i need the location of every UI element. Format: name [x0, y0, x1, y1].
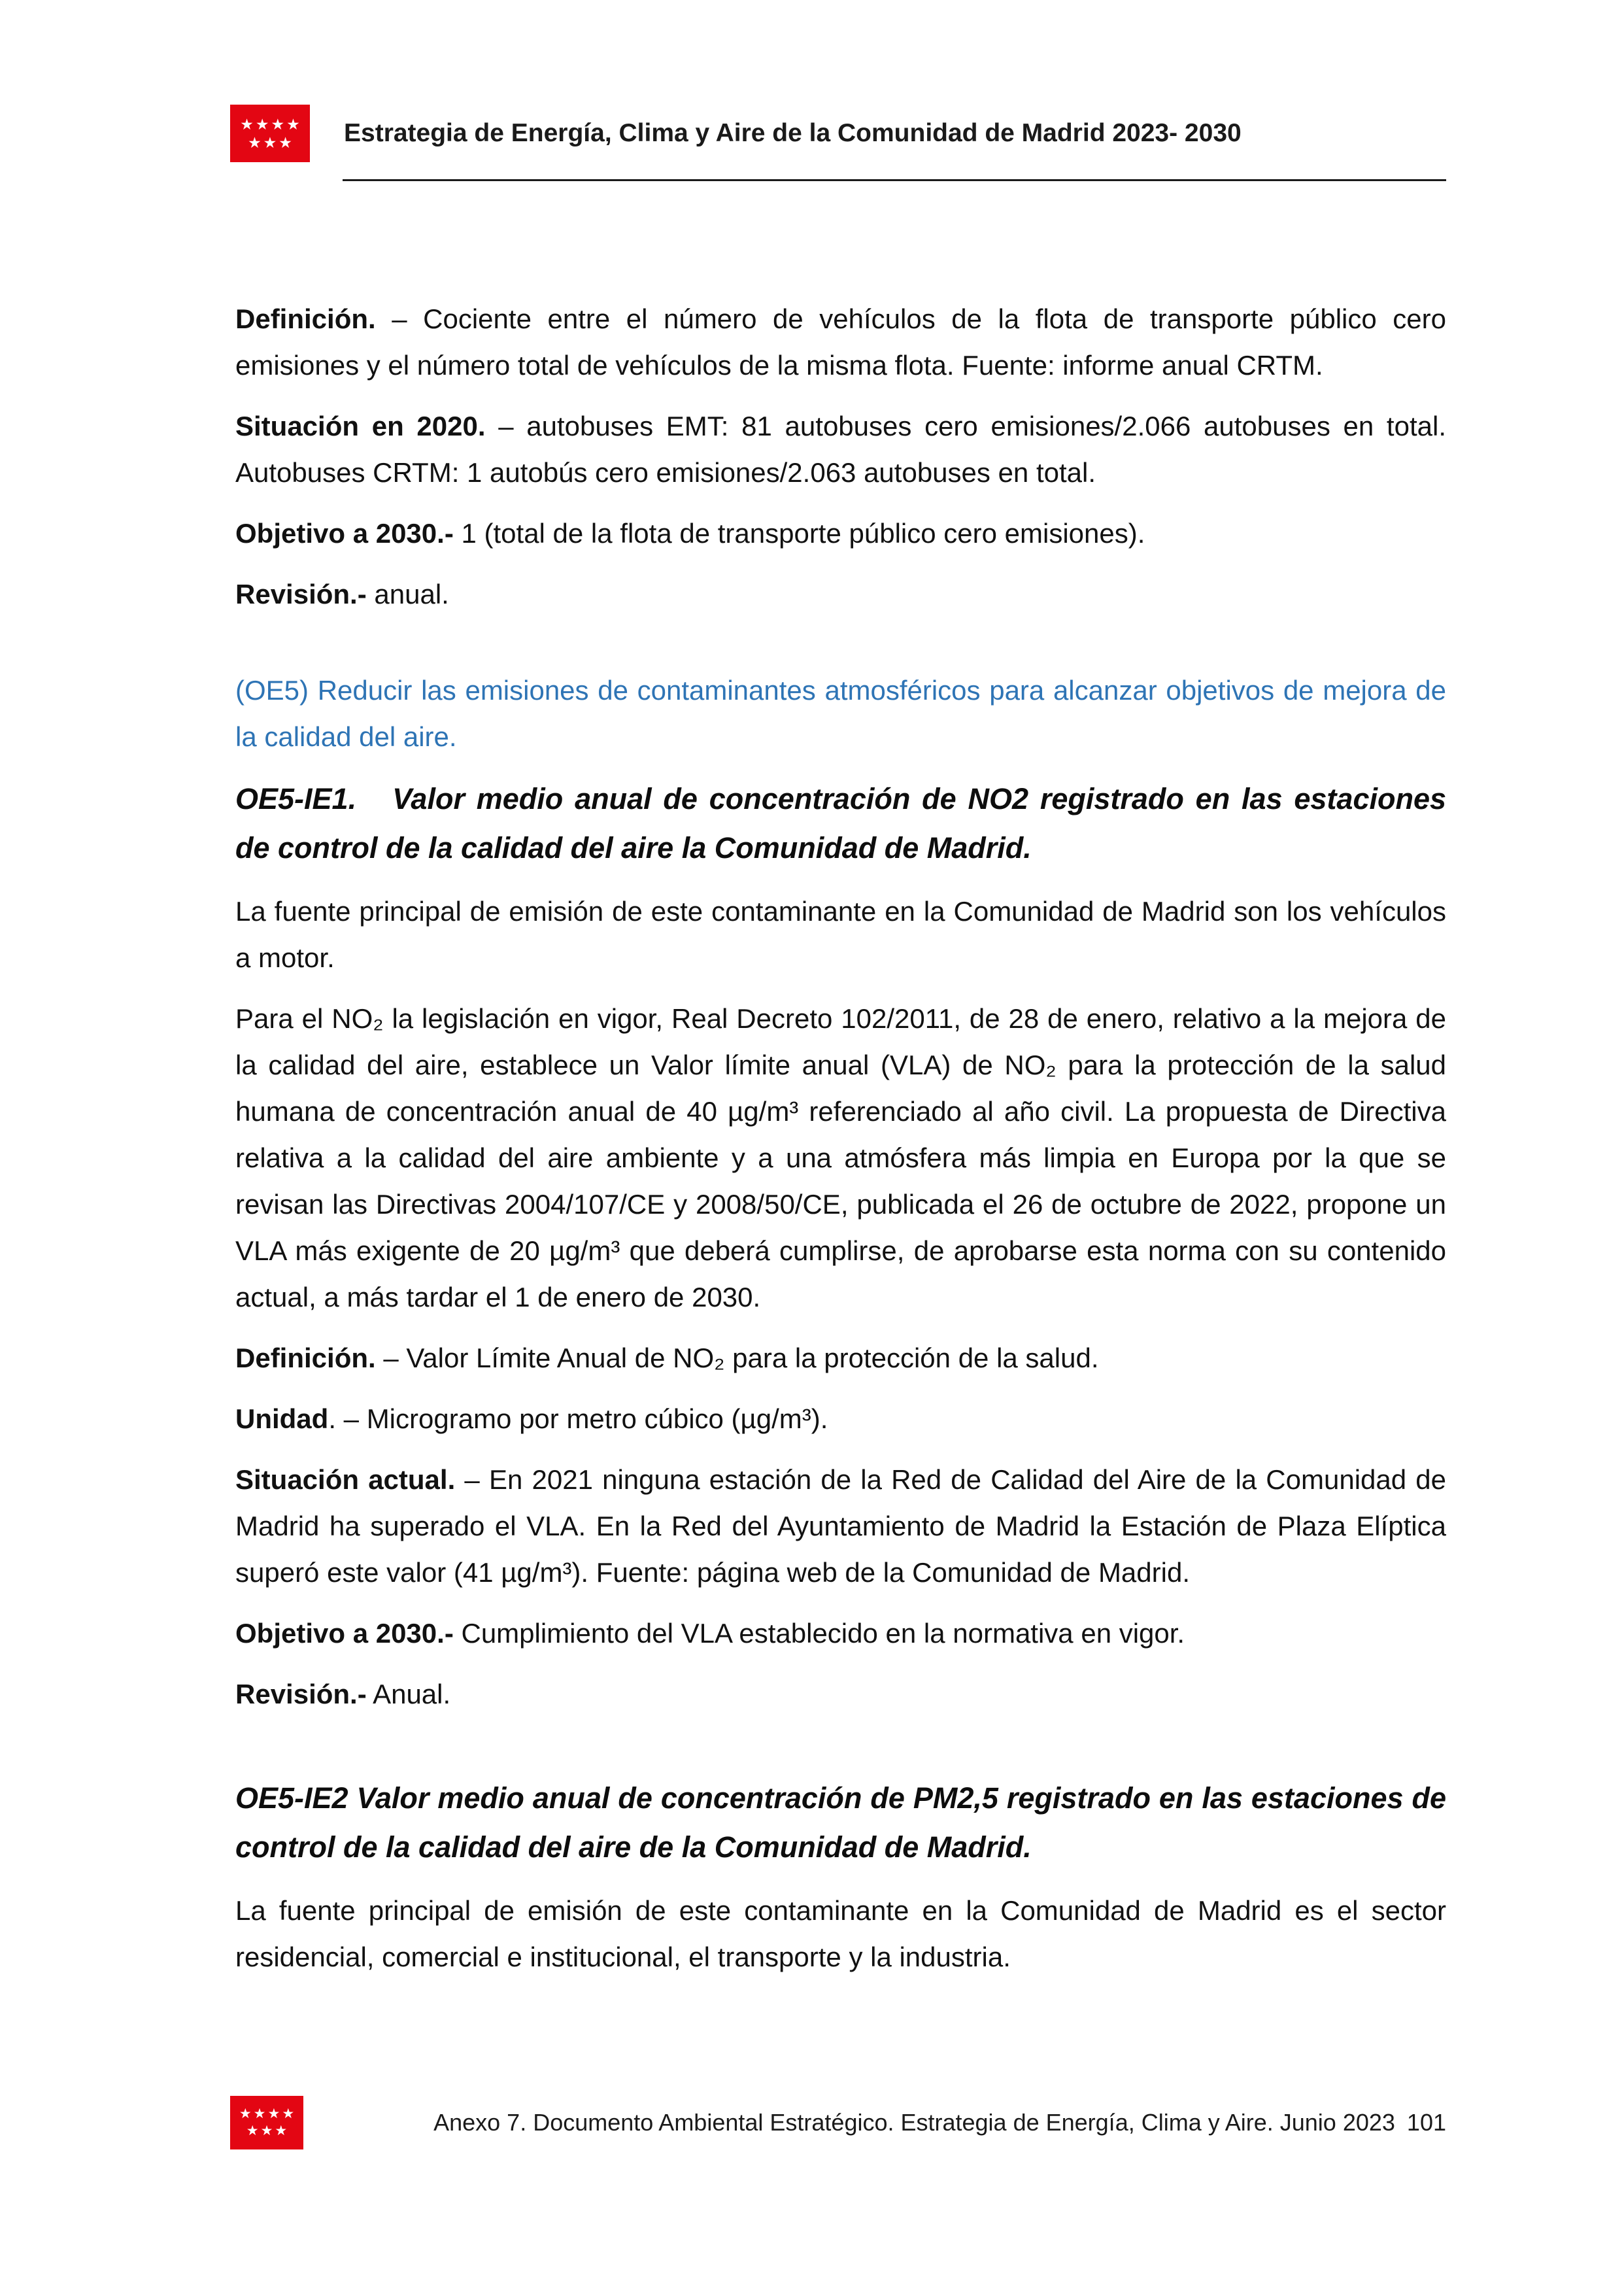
page-header [230, 105, 1242, 162]
paragraph-text: – autobuses EMT: 81 autobuses cero emisiones/2.066 autobuses en total. Autobuses CRTM: 1 autobús cero emisiones/2.063 autobuses en total. [235, 411, 1446, 488]
paragraph-definicion-vla [235, 1335, 1446, 1381]
paragraph-revision [235, 571, 1446, 617]
paragraph-situacion-2020 [235, 403, 1446, 496]
comunidad-madrid-flag-icon [230, 2096, 303, 2149]
paragraph-label: Situación en 2020. [235, 411, 486, 441]
heading-text: Valor medio anual de concentración de NO2 registrado en las estaciones de control de la calidad del aire la Comunidad de Madrid. [235, 782, 1446, 865]
footer-text: Anexo 7. Documento Ambiental Estratégico. Estrategia de Energía, Clima y Aire. Junio 2023 [433, 2109, 1395, 2136]
paragraph-text: – En 2021 ninguna estación de la Red de Calidad del Aire de la Comunidad de Madrid ha superado el VLA. En la Red del Ayuntamiento de Madrid la Estación de Plaza Elíptica superó este valor (41 µg/m³). Fuente: página web de la Comunidad de Madrid. [235, 1464, 1446, 1588]
paragraph-label: Revisión.- [235, 1679, 367, 1709]
comunidad-madrid-flag-icon [230, 105, 310, 162]
paragraph-text: . – Microgramo por metro cúbico (µg/m³). [328, 1403, 828, 1434]
flag-stars-row-bottom: ★★★ [248, 134, 294, 151]
heading-oe5-ie1 [235, 774, 1446, 872]
paragraph-label: Situación actual. [235, 1464, 456, 1495]
paragraph-text: – Cociente entre el número de vehículos de la flota de transporte público cero emisiones y el número total de vehículos de la misma flota. Fuente: informe anual CRTM. [235, 303, 1446, 381]
paragraph-revision-anual [235, 1671, 1446, 1717]
paragraph-definicion [235, 296, 1446, 388]
flag-stars-row-top: ★★★★ [240, 116, 302, 133]
paragraph-unidad [235, 1395, 1446, 1442]
paragraph-label: Objetivo a 2030.- [235, 518, 454, 549]
heading-number: OE5-IE1. [235, 782, 357, 815]
paragraph-fuente-no2: La fuente principal de emisión de este contaminante en la Comunidad de Madrid son los vehículos a motor. [235, 896, 1446, 973]
paragraph-text: Anual. [366, 1679, 451, 1709]
paragraph-label: Objetivo a 2030.- [235, 1618, 454, 1649]
paragraph-label: Revisión.- [235, 579, 367, 609]
document-body [235, 296, 1446, 1994]
paragraph-situacion-actual [235, 1456, 1446, 1596]
paragraph-text: anual. [366, 579, 449, 609]
flag-stars-row-bottom: ★★★ [246, 2123, 290, 2138]
paragraph-objetivo-2030-vla [235, 1610, 1446, 1656]
paragraph-text: 1 (total de la flota de transporte público cero emisiones). [453, 518, 1145, 549]
paragraph-objetivo-2030 [235, 510, 1446, 556]
header-divider [343, 179, 1446, 181]
header-title: Estrategia de Energía, Clima y Aire de la Comunidad de Madrid 2023- 2030 [344, 119, 1242, 147]
paragraph-label: Unidad [235, 1403, 329, 1434]
page-footer [230, 2096, 1446, 2149]
heading-oe5-ie2: OE5-IE2 Valor medio anual de concentración de PM2,5 registrado en las estaciones de control de la calidad del aire de la Comunidad de Madrid. [235, 1781, 1446, 1864]
paragraph-text: – Valor Límite Anual de NO₂ para la protección de la salud. [375, 1343, 1099, 1373]
paragraph-legislacion-no2: Para el NO₂ la legislación en vigor, Real Decreto 102/2011, de 28 de enero, relativo a la mejora de la calidad del aire, establece un Valor límite anual (VLA) de NO₂ para la protección de la salud humana de concentración anual de 40 µg/m³ referenciado al año civil. La propuesta de Directiva relativa a la calidad del aire ambiente y a una atmósfera más limpia en Europa por la que se revisan las Directivas 2004/107/CE y 2008/50/CE, publicada el 26 de octubre de 2022, propone un VLA más exigente de 20 µg/m³ que deberá cumplirse, de aprobarse esta norma con su contenido actual, a más tardar el 1 de enero de 2030. [235, 1003, 1446, 1312]
heading-oe5: (OE5) Reducir las emisiones de contaminantes atmosféricos para alcanzar objetivos de mejora de la calidad del aire. [235, 675, 1446, 752]
paragraph-label: Definición. [235, 303, 376, 334]
paragraph-text: Cumplimiento del VLA establecido en la normativa en vigor. [453, 1618, 1185, 1649]
flag-stars-row-top: ★★★★ [239, 2106, 297, 2121]
paragraph-label: Definición. [235, 1343, 376, 1373]
page-number: 101 [1406, 2109, 1446, 2136]
paragraph-fuente-pm25: La fuente principal de emisión de este contaminante en la Comunidad de Madrid es el sector residencial, comercial e institucional, el transporte y la industria. [235, 1895, 1446, 1972]
